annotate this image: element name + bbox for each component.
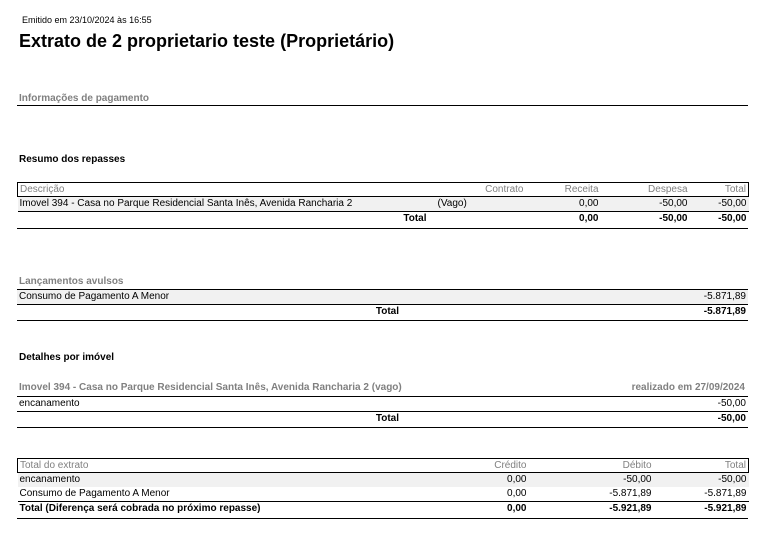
statement-total-debito: -5.921,89 (609, 503, 652, 514)
row-descricao: Imovel 394 - Casa no Parque Residencial Santa Inês, Avenida Rancharia 2 (18, 197, 429, 212)
summary-total-label: Total (403, 213, 427, 224)
statement-header-row (18, 459, 749, 473)
details-property: Imovel 394 - Casa no Parque Residencial Santa Inês, Avenida Rancharia 2 (vago) (19, 382, 402, 393)
details-total-label: Total (375, 413, 399, 424)
details-heading: Detalhes por imóvel (19, 352, 115, 363)
statement-row-total: -50,00 (654, 473, 749, 488)
col-despesa: Despesa (601, 183, 690, 197)
loose-total-row (17, 305, 748, 320)
summary-table (17, 182, 749, 226)
loose-desc: Consumo de Pagamento A Menor (17, 290, 548, 305)
statement-row-debito: -50,00 (529, 473, 654, 488)
statement-bottom-line (17, 518, 748, 519)
page-title: Extrato de 2 proprietario teste (Proprietário) (19, 31, 395, 51)
emission-date: Emitido em 23/10/2024 às 16:55 (22, 15, 152, 25)
list-item (17, 290, 748, 305)
row-despesa: -50,00 (601, 197, 690, 212)
details-desc: encanamento (17, 397, 548, 412)
table-row (18, 487, 749, 502)
statement-table (17, 458, 749, 516)
summary-total-receita: 0,00 (579, 213, 599, 224)
statement-total-row (18, 502, 749, 517)
col-total-extrato: Total do extrato (18, 459, 418, 473)
loose-table (17, 289, 748, 319)
statement-row-desc: encanamento (18, 473, 418, 488)
list-item (17, 397, 748, 412)
table-row (18, 197, 749, 212)
details-total-row (17, 412, 748, 427)
summary-bottom-line (17, 228, 748, 229)
col-debito: Débito (529, 459, 654, 473)
payment-info-divider (17, 105, 748, 106)
details-table (17, 396, 748, 426)
statement-row-credito: 0,00 (418, 473, 529, 488)
summary-total-row (18, 212, 749, 227)
details-bottom-line (17, 427, 748, 428)
col-total: Total (690, 183, 749, 197)
col-statement-total: Total (654, 459, 749, 473)
payment-info-heading: Informações de pagamento (19, 93, 150, 104)
details-realized: realizado em 27/09/2024 (631, 382, 745, 393)
row-total: -50,00 (690, 197, 749, 212)
details-value: -50,00 (548, 397, 748, 412)
summary-total-total: -50,00 (718, 213, 747, 224)
statement-total-credito: 0,00 (507, 503, 527, 514)
summary-total-despesa: -50,00 (659, 213, 688, 224)
summary-header-row (18, 183, 749, 197)
row-contrato: (Vago) (429, 197, 526, 212)
col-contrato: Contrato (429, 183, 526, 197)
statement-row-total: -5.871,89 (654, 487, 749, 502)
table-row (18, 473, 749, 488)
statement-total-label: Total (Diferença será cobrada no próximo repasse) (19, 503, 261, 514)
loose-bottom-line (17, 320, 748, 321)
statement-row-debito: -5.871,89 (529, 487, 654, 502)
col-receita: Receita (526, 183, 601, 197)
statement-row-credito: 0,00 (418, 487, 529, 502)
col-descricao: Descrição (18, 183, 429, 197)
row-receita: 0,00 (526, 197, 601, 212)
col-credito: Crédito (418, 459, 529, 473)
loose-value: -5.871,89 (548, 290, 748, 305)
statement-row-desc: Consumo de Pagamento A Menor (18, 487, 418, 502)
loose-heading: Lançamentos avulsos (19, 276, 124, 287)
details-total-value: -50,00 (717, 413, 746, 424)
loose-total-label: Total (375, 306, 399, 317)
statement-total-total: -5.921,89 (704, 503, 747, 514)
loose-total-value: -5.871,89 (703, 306, 746, 317)
summary-heading: Resumo dos repasses (19, 154, 126, 165)
